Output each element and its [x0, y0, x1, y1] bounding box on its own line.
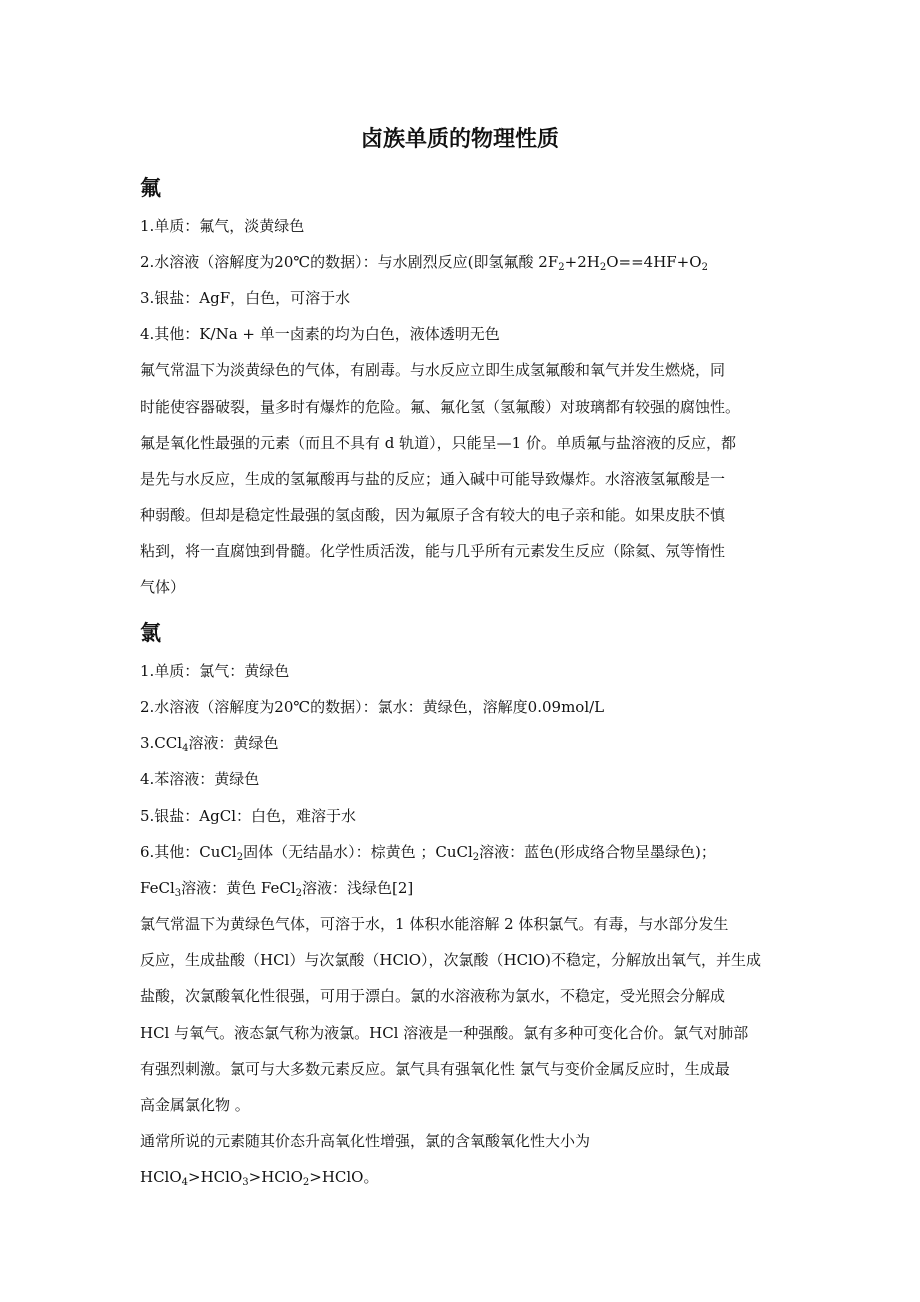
text-line — [140, 769, 259, 789]
subscript: 2 — [236, 851, 244, 863]
text-line — [140, 324, 500, 344]
text-line — [140, 1167, 378, 1187]
text-run: 溶液：黄绿色 — [188, 734, 279, 753]
section-heading: 氯 — [140, 621, 161, 645]
text-run: FeCl — [140, 878, 175, 897]
text-run: 反应，生成盐酸（HCl）与次氯酸（HClO），次氯酸（HClO)不稳定，分解放出氧气，并生成 — [140, 951, 762, 970]
text-run: 种弱酸。但却是稳定性最强的氢卤酸，因为氟原子含有较大的电子亲和能。如果皮肤不慎 — [140, 505, 726, 524]
text-line — [140, 842, 716, 862]
text-run: 4.苯溶液：黄绿色 — [140, 770, 260, 789]
subscript: 2 — [558, 262, 565, 274]
text-run: +2H — [564, 253, 600, 272]
text-line — [140, 577, 185, 597]
text-line — [140, 541, 725, 561]
text-line — [140, 878, 413, 898]
subscript: 2 — [302, 1177, 310, 1189]
text-line — [140, 433, 736, 453]
text-run: O==4HF+O — [606, 253, 702, 272]
text-line — [140, 986, 725, 1006]
subscript: 2 — [701, 262, 708, 274]
text-line — [140, 697, 604, 717]
text-line — [140, 806, 356, 826]
text-line — [140, 252, 708, 272]
text-run: 溶液：黄色 FeCl — [181, 878, 296, 897]
text-run: >HClO — [248, 1168, 303, 1187]
text-run: 气体） — [140, 578, 186, 596]
text-line — [140, 360, 725, 380]
text-run: 3.CCl — [140, 734, 183, 753]
text-run: HCl 与氧气。液态氯气称为液氯。HCl 溶液是一种强酸。氯有多种可变化合价。氯气对肺部 — [140, 1023, 749, 1042]
text-run: 5.银盐：AgCl：白色，难溶于水 — [140, 806, 357, 825]
text-line — [140, 1023, 748, 1043]
subscript: 3 — [174, 887, 182, 899]
text-run: 通常所说的元素随其价态升高氧化性增强，氯的含氧酸氧化性大小为 — [140, 1131, 591, 1150]
text-line — [140, 950, 761, 970]
text-line — [140, 1131, 590, 1151]
text-line — [140, 505, 725, 525]
text-run: 有强烈刺激。氯可与大多数元素反应。氯气具有强氧化性 氯气与变价金属反应时，生成最 — [140, 1059, 730, 1078]
text-run: 时能使容器破裂，量多时有爆炸的危险。氟、氟化氢（氢氟酸）对玻璃都有较强的腐蚀性。 — [140, 397, 741, 416]
subscript: 2 — [599, 262, 607, 274]
text-line — [140, 397, 740, 417]
text-line — [140, 733, 278, 753]
text-run: 盐酸，次氯酸氧化性很强，可用于漂白。氯的水溶液称为氯水，不稳定，受光照会分解成 — [140, 987, 726, 1006]
text-run: 2.水溶液（溶解度为20℃的数据）：氯水：黄绿色，溶解度0.09mol/L — [140, 698, 605, 717]
text-run: >HClO — [188, 1168, 243, 1187]
text-run: HClO — [140, 1168, 182, 1187]
text-line — [140, 914, 728, 934]
text-run: >HClO。 — [309, 1168, 379, 1187]
text-line — [140, 469, 725, 489]
subscript: 4 — [181, 1177, 189, 1189]
text-run: 氟是氧化性最强的元素（而且不具有 d 轨道），只能呈—1 价。单质氟与盐溶液的反应，都 — [140, 433, 736, 452]
text-run: 6.其他：CuCl — [140, 842, 237, 861]
text-run: 3.银盐：AgF，白色，可溶于水 — [140, 289, 351, 308]
text-run: 2.水溶液（溶解度为20℃的数据）：与水剧烈反应(即氢氟酸 2F — [140, 253, 559, 272]
text-line — [140, 288, 350, 308]
text-run: 固体（无结晶水）：棕黄色 ；CuCl — [243, 842, 473, 861]
section-heading: 氟 — [140, 176, 161, 200]
text-run: 1.单质：氯气：黄绿色 — [140, 662, 290, 680]
subscript: 4 — [182, 743, 189, 755]
text-line — [140, 661, 289, 681]
subscript: 2 — [295, 887, 303, 899]
text-run: 氯气常温下为黄绿色气体，可溶于水，1 体积水能溶解 2 体积氯气。有毒，与水部分发生 — [140, 915, 729, 934]
text-line — [140, 1059, 730, 1079]
subscript: 2 — [472, 851, 480, 863]
text-run: 4.其他：K/Na + 单一卤素的均为白色，液体透明无色 — [140, 325, 500, 344]
subscript: 3 — [242, 1177, 249, 1189]
text-run: 溶液：蓝色(形成络合物呈墨绿色)； — [479, 842, 716, 861]
text-run: 氟气常温下为淡黄绿色的气体，有剧毒。与水反应立即生成氢氟酸和氧气并发生燃烧，同 — [140, 361, 726, 380]
text-run: 高金属氯化物 。 — [140, 1095, 250, 1114]
text-run: 是先与水反应，生成的氢氟酸再与盐的反应；通入碱中可能导致爆炸。水溶液氢氟酸是一 — [140, 469, 726, 488]
text-run: 溶液：浅绿色[2] — [302, 878, 414, 897]
text-line — [140, 216, 304, 236]
text-line — [140, 1095, 250, 1115]
document-title: 卤族单质的物理性质 — [360, 127, 559, 152]
text-run: 1.单质：氟气，淡黄绿色 — [140, 217, 305, 235]
text-run: 粘到，将一直腐蚀到骨髓。化学性质活泼，能与几乎所有元素发生反应（除氦、氖等惰性 — [140, 541, 726, 560]
